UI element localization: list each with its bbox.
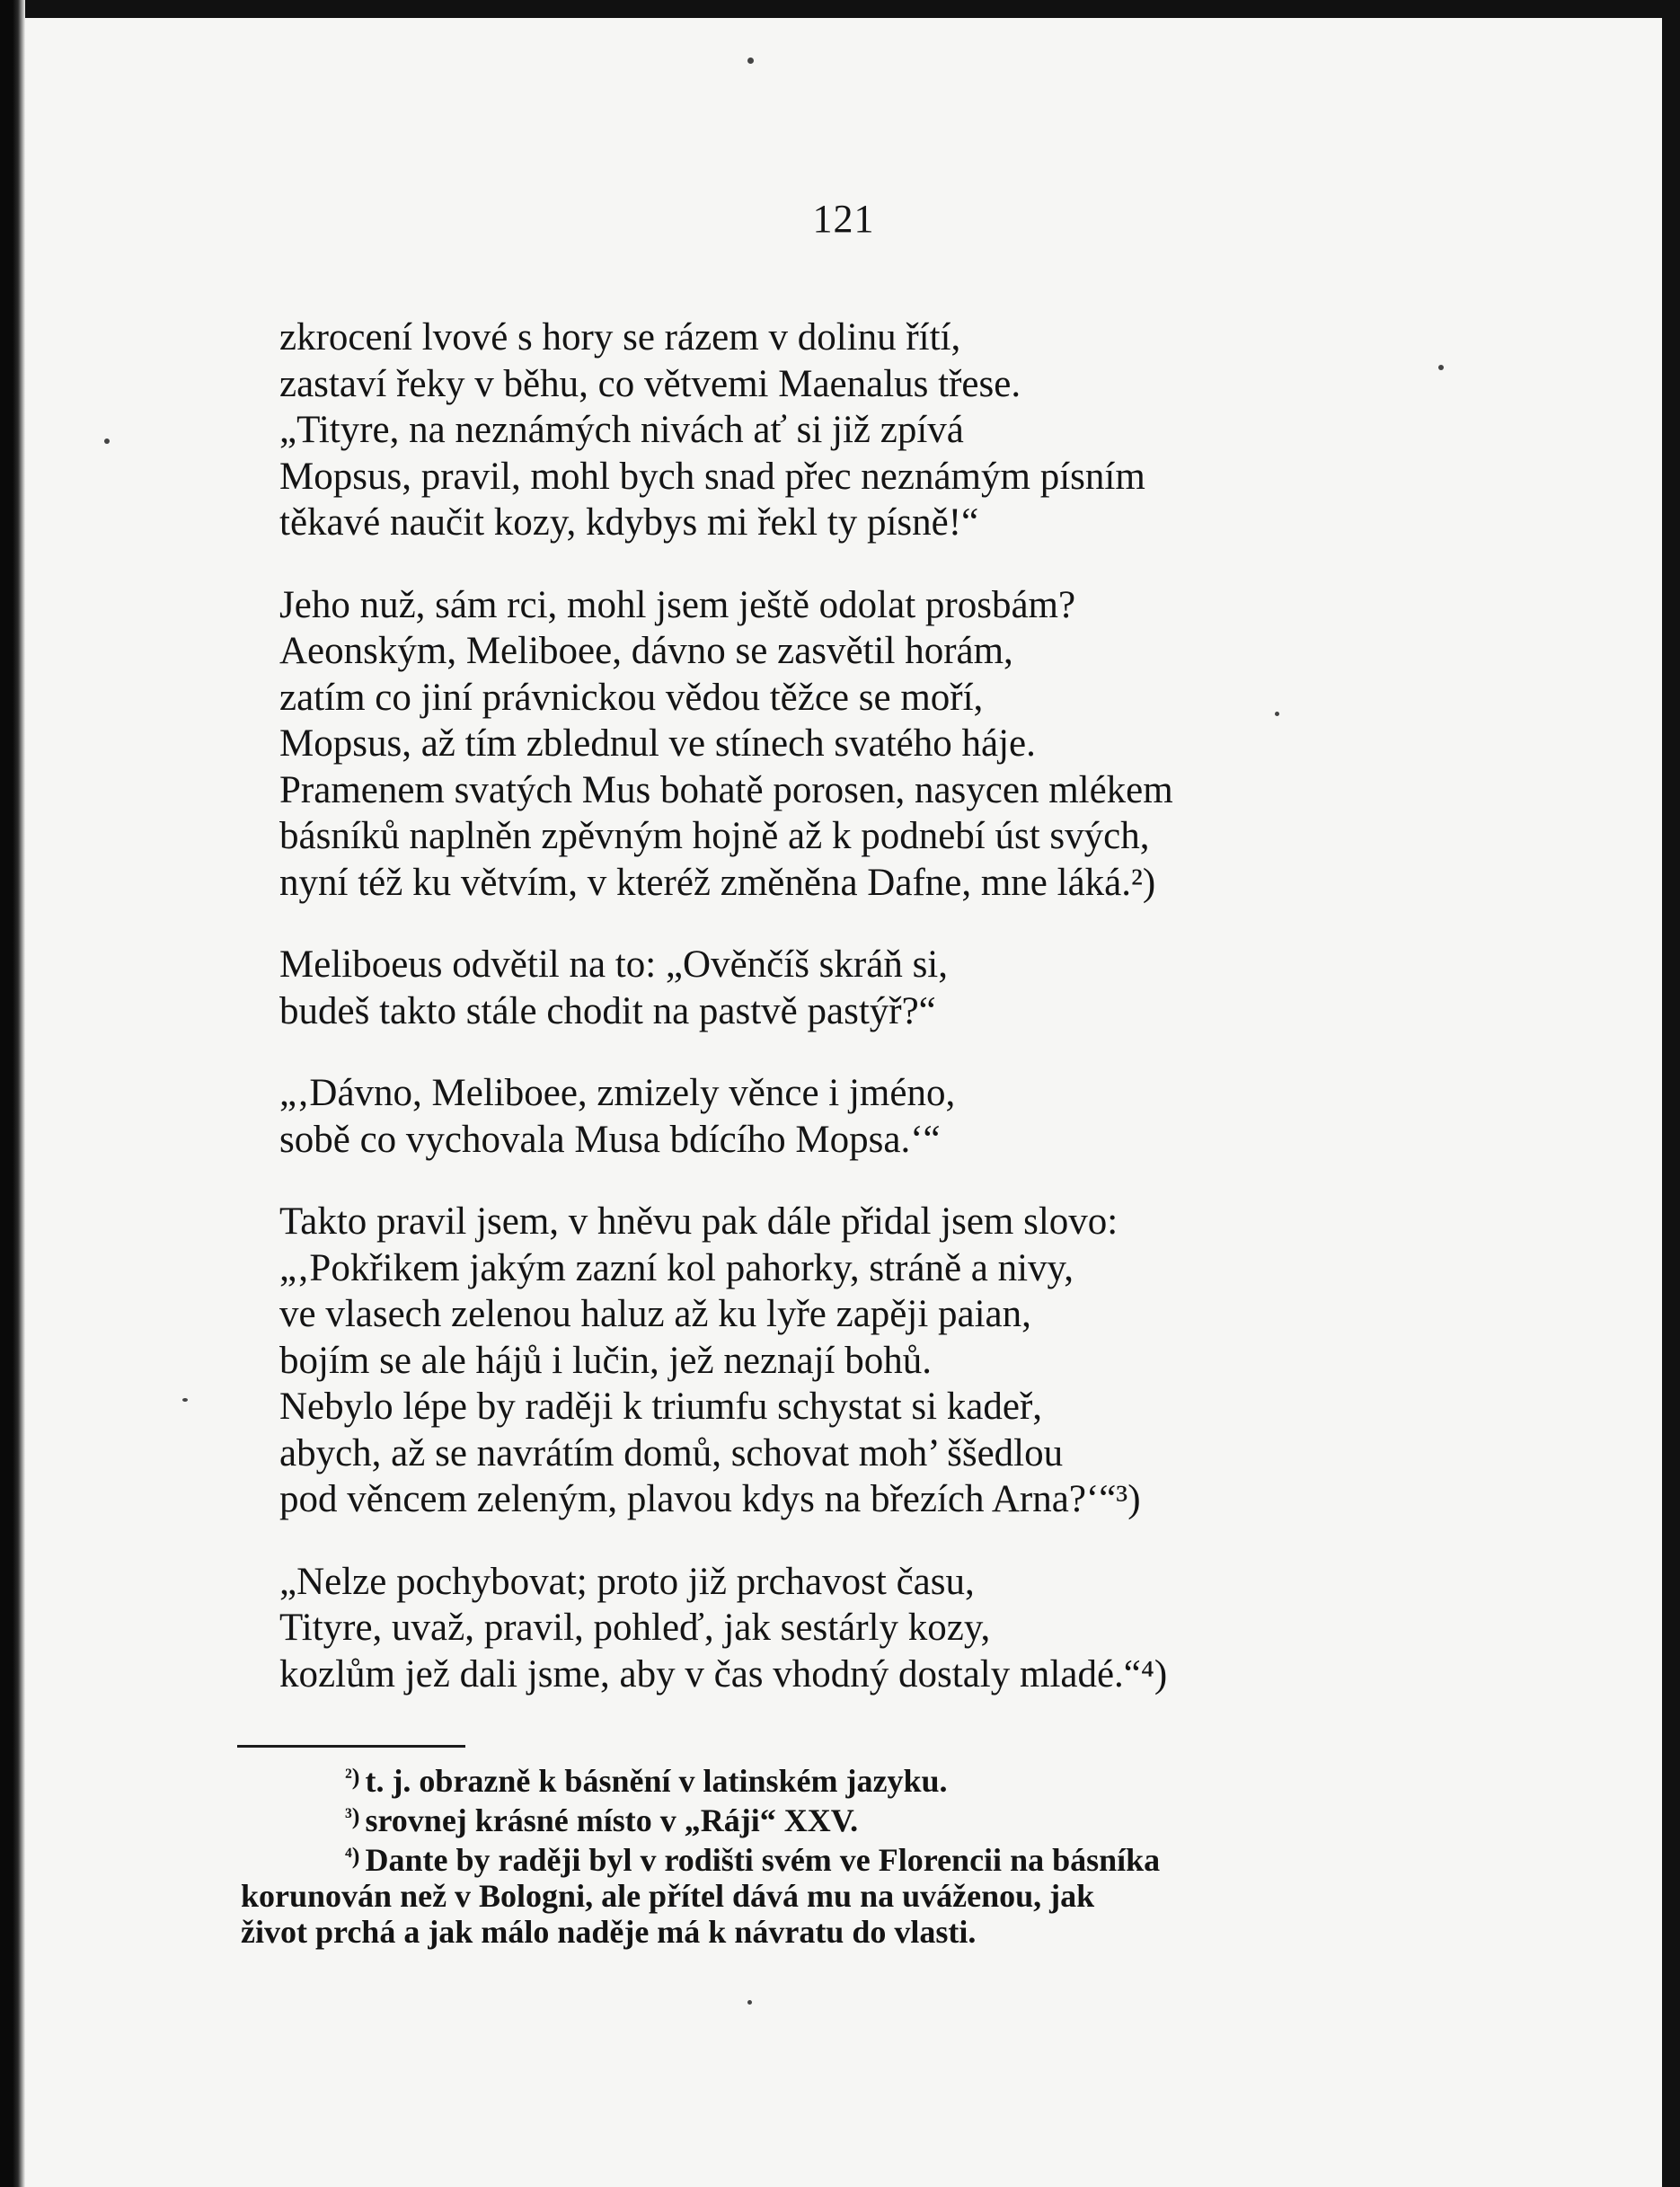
stanza-4	[279, 1070, 1411, 1163]
verse-line: Mopsus, pravil, mohl bych snad přec neznámým písním	[279, 455, 1145, 498]
verse-line: zatím co jiní právnickou vědou těžce se moří,	[279, 676, 984, 719]
footnote	[241, 1838, 1400, 1878]
verse-line: pod věncem zeleným, plavou kdys na březích Arna?‘“³)	[279, 1478, 1141, 1520]
footnote-text: Dante by raději byl v rodišti svém ve Florencii na básníka	[365, 1842, 1161, 1878]
verse-line: Takto pravil jsem, v hněvu pak dále přidal jsem slovo:	[279, 1200, 1119, 1243]
verse-line: „Nelze pochybovat; proto již prchavost času,	[279, 1560, 975, 1603]
footnote-mark: ³)	[345, 1803, 360, 1829]
stanza-1	[279, 314, 1411, 546]
binding-edge	[0, 0, 25, 2187]
verse-line: zastaví řeky v běhu, co větvemi Maenalus třese.	[279, 362, 1021, 405]
footnote-mark: ²)	[345, 1764, 360, 1790]
footnote-rule	[237, 1745, 465, 1748]
footnote-mark: ⁴)	[345, 1843, 360, 1869]
dust-speck	[1438, 365, 1444, 370]
stanza-5	[279, 1199, 1411, 1523]
verse-line: Tityre, uvaž, pravil, pohleď, jak sestárly kozy,	[279, 1607, 991, 1649]
verse-line: zkrocení lvové s hory se rázem v dolinu řítí,	[279, 316, 961, 359]
verse-line: kozlům jež dali jsme, aby v čas vhodný dostaly mladé.“⁴)	[279, 1652, 1168, 1696]
verse-line: Jeho nuž, sám rci, mohl jsem ještě odolat prosbám?	[279, 583, 1076, 626]
book-page	[25, 18, 1662, 2187]
verse-line: ve vlasech zelenou haluz až ku lyře zapěji paian,	[279, 1293, 1031, 1335]
footnotes	[241, 1759, 1400, 1950]
verse-line: Nebylo lépe by raději k triumfu schystat si kadeř,	[279, 1386, 1043, 1428]
verse-line: těkavé naučit kozy, kdybys mi řekl ty písně!“	[279, 501, 979, 544]
poem-text	[279, 314, 1411, 1733]
footnote-continuation: život prchá a jak málo naděje má k návratu do vlasti.	[241, 1914, 977, 1950]
stanza-3	[279, 942, 1411, 1034]
verse-line: bojím se ale hájů i lučin, jež neznají bohů.	[279, 1339, 933, 1382]
stanza-6	[279, 1559, 1411, 1698]
verse-line: básníků naplněn zpěvným hojně až k podnebí úst svých,	[279, 815, 1150, 857]
footnote	[241, 1759, 1400, 1799]
footnote-text: srovnej krásné místo v „Ráji“ XXV.	[365, 1802, 859, 1838]
dust-speck	[747, 58, 754, 64]
dust-speck	[182, 1398, 188, 1402]
footnote-continuation: korunován než v Bologni, ale přítel dává mu na uváženou, jak	[241, 1878, 1095, 1914]
verse-line: Mopsus, až tím zblednul ve stínech svatého háje.	[279, 722, 1036, 765]
dust-speck	[1275, 712, 1279, 716]
verse-line: „Tityre, na neznámých nivách ať si již zpívá	[279, 409, 964, 451]
verse-line: sobě co vychovala Musa bdícího Mopsa.‘“	[279, 1118, 941, 1161]
verse-line: Aeonským, Meliboee, dávno se zasvětil horám,	[279, 630, 1013, 672]
dust-speck	[747, 2000, 752, 2005]
verse-line: „‚Pokřikem jakým zazní kol pahorky, stráně a nivy,	[279, 1246, 1074, 1289]
page-number: 121	[812, 197, 875, 241]
verse-line: Pramenem svatých Mus bohatě porosen, nasycen mlékem	[279, 768, 1173, 811]
verse-line: „‚Dávno, Meliboee, zmizely věnce i jméno,	[279, 1072, 956, 1114]
stanza-2	[279, 582, 1411, 907]
footnote	[241, 1799, 1400, 1838]
verse-line: budeš takto stále chodit na pastvě pastýř?“	[279, 989, 936, 1032]
verse-line: nyní též ku větvím, v kteréž změněna Dafne, mne láká.²)	[279, 861, 1156, 904]
footnote-text: t. j. obrazně k básnění v latinském jazyku.	[365, 1763, 948, 1799]
verse-line: Meliboeus odvětil na to: „Ověnčíš skráň si,	[279, 943, 948, 986]
verse-line: abych, až se navrátím domů, schovat moh’ ššedlou	[279, 1431, 1064, 1474]
dust-speck	[104, 438, 110, 444]
